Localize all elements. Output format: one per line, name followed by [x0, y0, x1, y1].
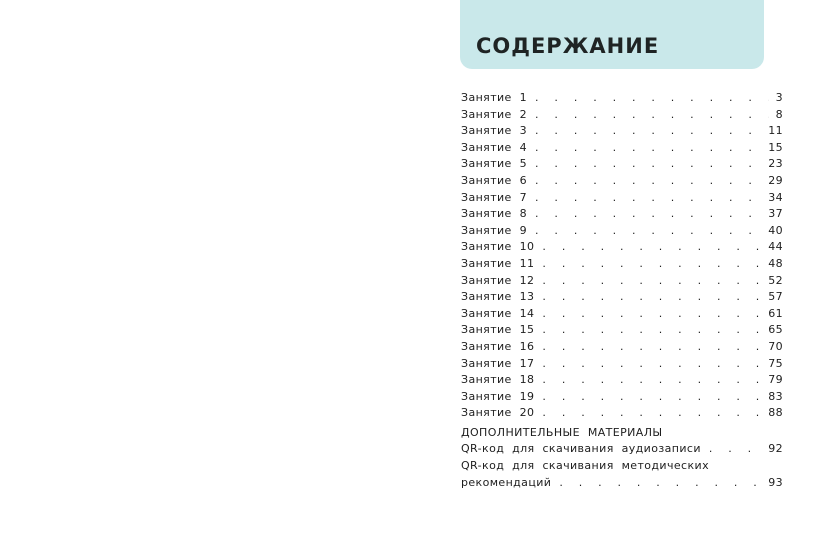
toc-item-label-line2: рекомендаций: [461, 475, 552, 489]
toc-lesson-label: Занятие 16: [461, 339, 535, 353]
toc-row-lesson-13[interactable]: [461, 289, 783, 306]
toc-page-number: 65: [768, 323, 783, 337]
table-of-contents: [461, 90, 783, 491]
toc-row-lesson-4[interactable]: [461, 140, 783, 157]
toc-leader-dots: [542, 339, 764, 356]
toc-page-number: 3: [775, 91, 783, 104]
toc-lesson-label: Занятие 3: [461, 124, 528, 138]
toc-lesson-label: Занятие 17: [461, 356, 535, 370]
toc-leader-dots: [535, 107, 769, 124]
toc-row-lesson-19[interactable]: [461, 389, 783, 406]
toc-lesson-label: Занятие 9: [461, 223, 528, 237]
toc-row-lesson-17[interactable]: [461, 356, 783, 373]
toc-lesson-label: Занятие 20: [461, 406, 535, 420]
toc-row-lesson-5[interactable]: [461, 156, 783, 173]
toc-row-lesson-18[interactable]: [461, 372, 783, 389]
toc-leader-dots: [535, 140, 764, 157]
toc-page-number: 34: [768, 190, 783, 204]
toc-row-methodical-qr[interactable]: [461, 458, 783, 491]
toc-item-label: QR-код для скачивания аудиозаписи: [461, 442, 701, 456]
toc-section-heading: ДОПОЛНИТЕЛЬНЫЕ МАТЕРИАЛЫ: [461, 425, 663, 439]
toc-page-number: 48: [768, 256, 783, 270]
toc-lesson-label: Занятие 5: [461, 157, 528, 171]
toc-row-audio-qr[interactable]: [461, 441, 783, 458]
toc-leader-dots: [535, 223, 764, 240]
toc-page-number: 92: [768, 442, 783, 456]
toc-leader-dots: [542, 372, 764, 389]
toc-page-number: 75: [768, 356, 783, 370]
toc-page-number: 37: [768, 207, 783, 221]
toc-lesson-label: Занятие 12: [461, 273, 535, 287]
toc-lesson-label: Занятие 7: [461, 190, 528, 204]
toc-page-number: 23: [768, 157, 783, 171]
toc-page-number: 83: [768, 389, 783, 403]
toc-leader-dots: [535, 90, 769, 107]
toc-row-lesson-15[interactable]: [461, 322, 783, 339]
toc-lesson-label: Занятие 2: [461, 107, 528, 121]
toc-lesson-label: Занятие 10: [461, 240, 535, 254]
toc-leader-dots: [535, 156, 764, 173]
toc-leader-dots: [535, 173, 764, 190]
toc-item-line2-row: [461, 475, 783, 492]
toc-leader-dots: [709, 441, 764, 458]
page-title: СОДЕРЖАНИЕ: [476, 34, 660, 58]
toc-lesson-label: Занятие 1: [461, 91, 528, 104]
toc-item-label-line1: QR-код для скачивания методических: [461, 459, 709, 473]
toc-leader-dots: [535, 190, 764, 207]
toc-row-lesson-6[interactable]: [461, 173, 783, 190]
toc-lesson-label: Занятие 19: [461, 389, 535, 403]
toc-row-lesson-12[interactable]: [461, 273, 783, 290]
toc-row-lesson-14[interactable]: [461, 306, 783, 323]
toc-row-lesson-11[interactable]: [461, 256, 783, 273]
toc-page-number: 15: [768, 140, 783, 154]
toc-page-number: 79: [768, 373, 783, 387]
toc-leader-dots: [535, 206, 764, 223]
toc-page-number: 52: [768, 273, 783, 287]
toc-lesson-label: Занятие 6: [461, 173, 528, 187]
toc-leader-dots: [559, 475, 764, 492]
toc-leader-dots: [542, 256, 764, 273]
toc-page-number: 57: [768, 290, 783, 304]
toc-row-lesson-1[interactable]: [461, 90, 783, 107]
toc-leader-dots: [542, 289, 764, 306]
toc-lesson-label: Занятие 14: [461, 306, 535, 320]
toc-row-lesson-16[interactable]: [461, 339, 783, 356]
toc-page-number: 93: [768, 475, 783, 489]
toc-page-number: 8: [775, 107, 783, 121]
toc-page-number: 29: [768, 173, 783, 187]
toc-lesson-label: Занятие 15: [461, 323, 535, 337]
toc-leader-dots: [542, 405, 764, 422]
toc-row-lesson-10[interactable]: [461, 239, 783, 256]
toc-leader-dots: [542, 356, 764, 373]
toc-row-lesson-8[interactable]: [461, 206, 783, 223]
toc-page-number: 70: [768, 339, 783, 353]
toc-leader-dots: [542, 306, 764, 323]
toc-leader-dots: [542, 322, 764, 339]
toc-row-lesson-9[interactable]: [461, 223, 783, 240]
toc-row-lesson-20[interactable]: [461, 405, 783, 422]
toc-page-number: 44: [768, 240, 783, 254]
toc-page-number: 11: [768, 124, 783, 138]
toc-row-lesson-3[interactable]: [461, 123, 783, 140]
toc-lesson-label: Занятие 4: [461, 140, 528, 154]
toc-leader-dots: [542, 273, 764, 290]
contents-header-banner: [460, 0, 764, 69]
toc-page-number: 61: [768, 306, 783, 320]
toc-lesson-label: Занятие 13: [461, 290, 535, 304]
toc-page-number: 40: [768, 223, 783, 237]
toc-row-lesson-2[interactable]: [461, 107, 783, 124]
toc-leader-dots: [542, 389, 764, 406]
toc-lesson-label: Занятие 8: [461, 207, 528, 221]
toc-page-number: 88: [768, 406, 783, 420]
toc-row-lesson-7[interactable]: [461, 190, 783, 207]
toc-leader-dots: [535, 123, 764, 140]
toc-lesson-label: Занятие 18: [461, 373, 535, 387]
toc-lesson-label: Занятие 11: [461, 256, 535, 270]
toc-leader-dots: [542, 239, 764, 256]
